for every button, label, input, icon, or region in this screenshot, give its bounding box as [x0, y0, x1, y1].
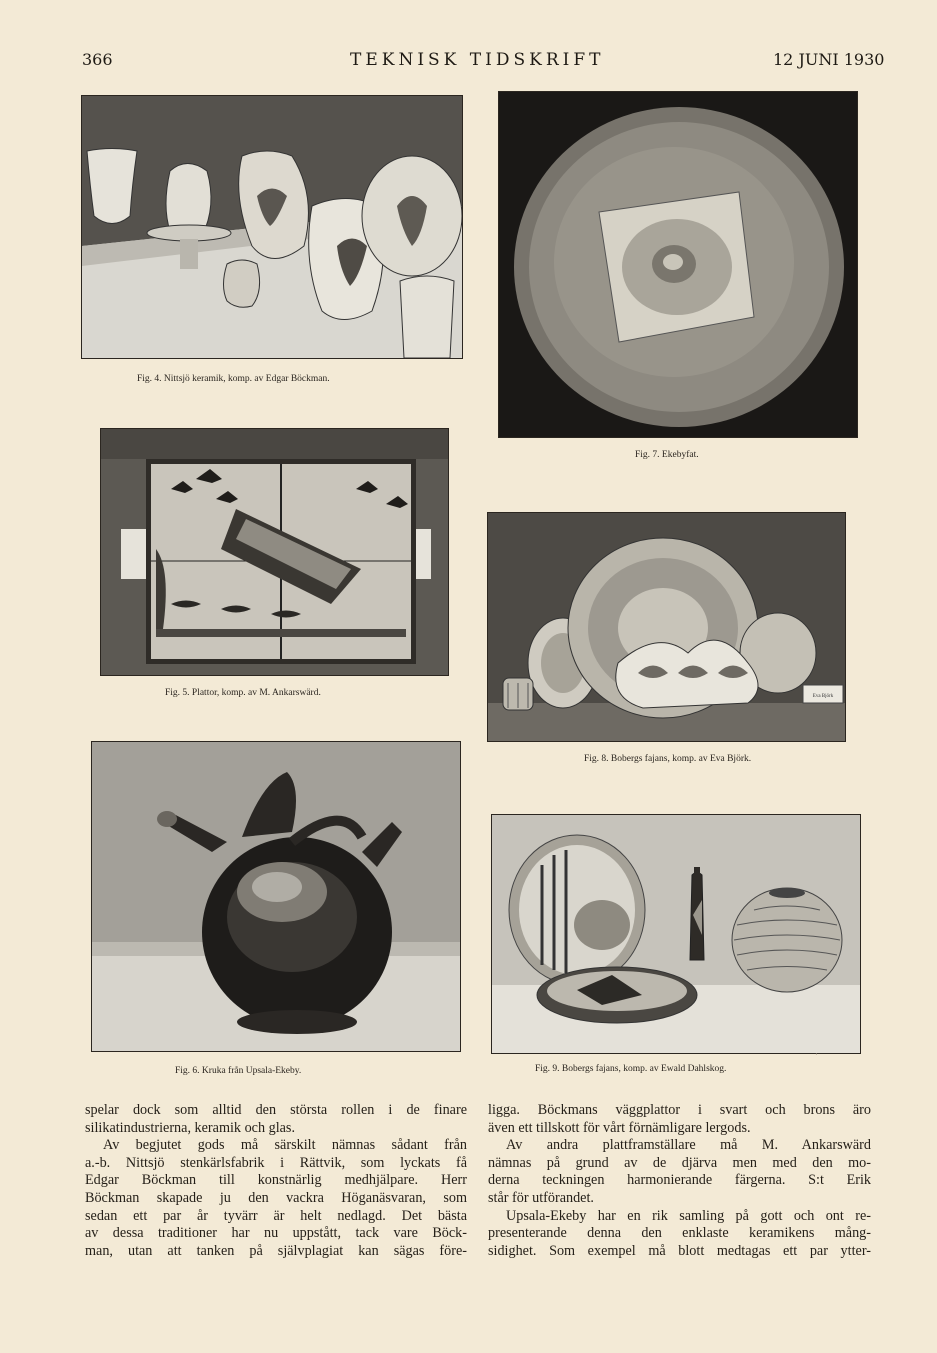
body-column-right: [488, 1102, 871, 1260]
text-line: man, utan att tanken på självplagiat kan sägas före-: [85, 1242, 467, 1259]
text-line: Av andra plattframställare må M. Ankarswärd: [506, 1137, 871, 1154]
figure-6-caption: Fig. 6. Kruka från Upsala-Ekeby.: [175, 1066, 302, 1076]
text-line: Böckman skapade ju den vackra Höganäsvaran, som: [85, 1189, 467, 1206]
figure-9-caption: Fig. 9. Bobergs fajans, komp. av Ewald Dahlskog.: [535, 1064, 727, 1074]
figure-9-photo: [491, 814, 861, 1054]
figure-4-photo: [81, 95, 463, 359]
journal-title: TEKNISK TIDSKRIFT: [350, 50, 605, 70]
text-line: spelar dock som alltid den största rollen i de finare: [85, 1102, 467, 1118]
label-card-text: Eva Björk: [812, 694, 834, 699]
print-speck: ·: [815, 1050, 818, 1060]
figure-5-photo: [100, 428, 449, 676]
text-line: silikatindustrierna, keramik och glas.: [85, 1119, 295, 1136]
text-line: Av begjutet gods må särskilt nämnas sådant från: [103, 1137, 467, 1154]
text-line: sedan ett par år tyvärr är helt nedlagd. Det bästa: [85, 1207, 467, 1224]
text-line: av dessa traditioner har nu uppstått, tack vare Böck-: [85, 1225, 467, 1242]
figure-5-caption: Fig. 5. Plattor, komp. av M. Ankarswärd.: [165, 688, 321, 698]
page-number: 366: [82, 50, 113, 69]
text-line: står för utförandet.: [488, 1189, 594, 1206]
issue-date: 12 JUNI 1930: [773, 50, 885, 69]
figure-7-caption: Fig. 7. Ekebyfat.: [635, 450, 699, 460]
figure-6-photo: [91, 741, 461, 1052]
figure-7-photo: [498, 91, 858, 438]
text-line: även ett tillskott för vårt förnämligare lergods.: [488, 1119, 751, 1136]
text-line: Edgar Böckman till konstnärlig medhjälpare. Herr: [85, 1172, 467, 1189]
figure-8-caption: Fig. 8. Bobergs fajans, komp. av Eva Björk.: [584, 754, 752, 764]
figure-8-photo: [487, 512, 846, 742]
text-line: ligga. Böckmans väggplattor i svart och brons äro: [488, 1102, 871, 1118]
text-line: Upsala-Ekeby har en rik samling på gott och ont re-: [506, 1207, 871, 1224]
text-line: nämnas på grund av de djärva men med den mo-: [488, 1154, 871, 1171]
text-line: a.-b. Nittsjö stenkärlsfabrik i Rättvik, som lyckats få: [85, 1154, 467, 1171]
text-line: sidighet. Som exempel må blott medtagas ett par ytter-: [488, 1242, 871, 1259]
text-line: derna teckningen harmonierande färgerna. S:t Erik: [488, 1172, 871, 1189]
body-column-left: [85, 1102, 467, 1260]
text-line: presenterande denna den enklaste keramikens mång-: [488, 1225, 871, 1242]
figure-4-caption: Fig. 4. Nittsjö keramik, komp. av Edgar Böckman.: [137, 374, 330, 384]
